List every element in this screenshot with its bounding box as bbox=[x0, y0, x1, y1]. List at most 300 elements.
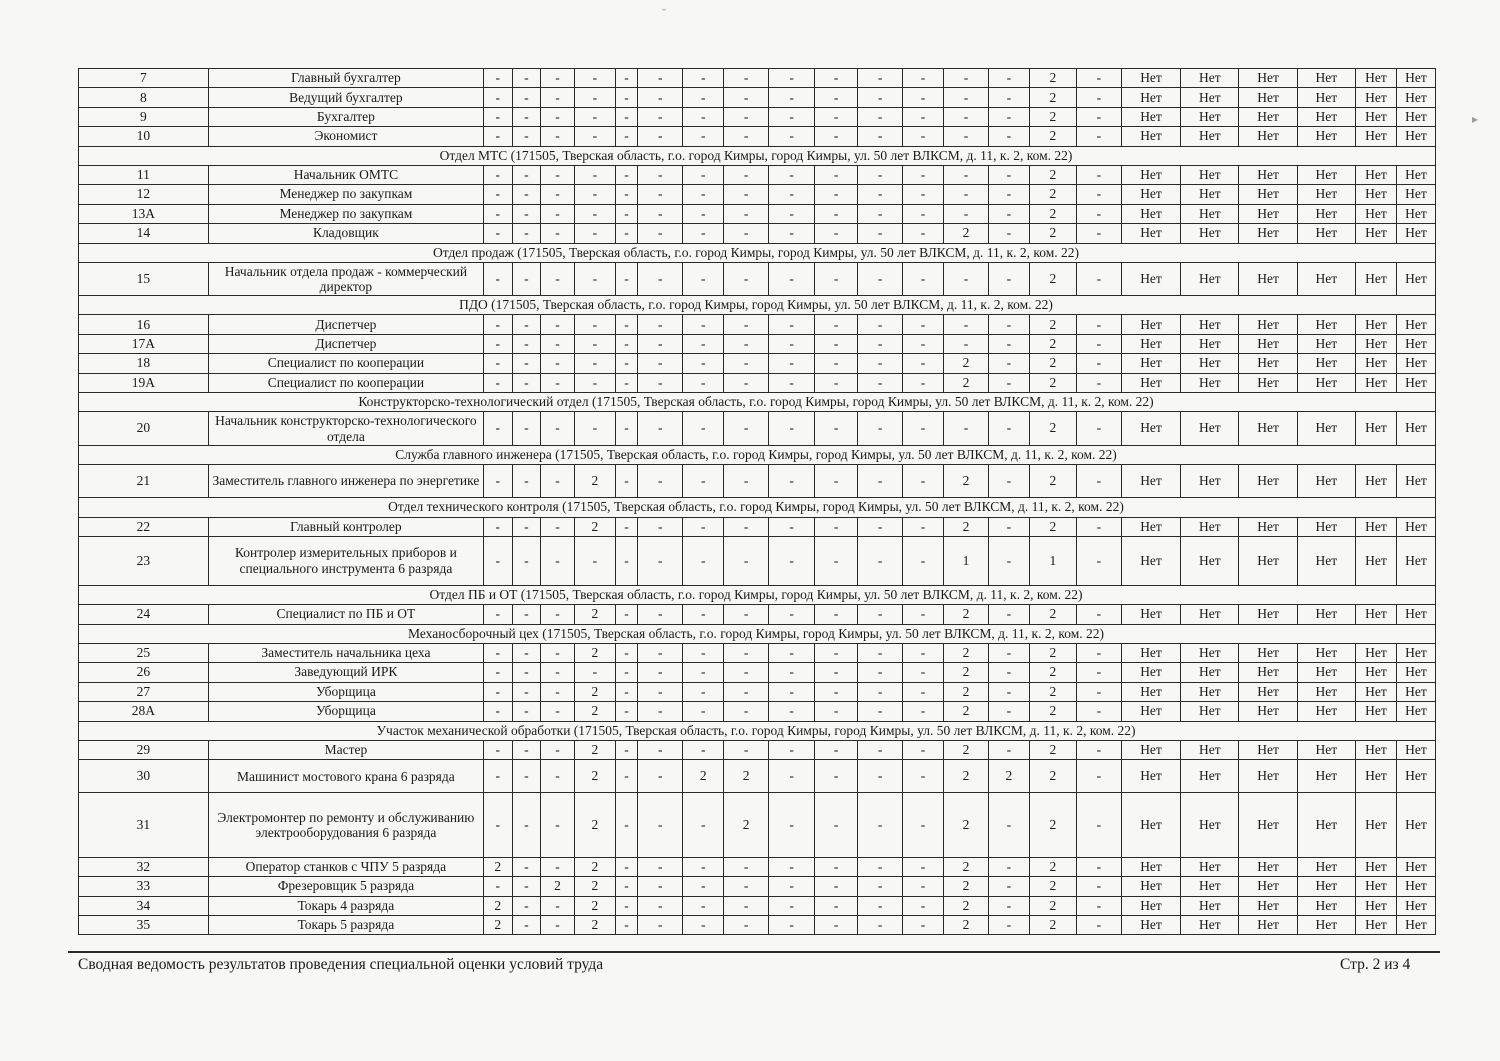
result-cell: Нет bbox=[1396, 88, 1435, 107]
section-cell bbox=[79, 445, 1436, 464]
factor-class-cell: - bbox=[815, 354, 858, 373]
result-cell: Нет bbox=[1121, 465, 1180, 498]
factor-class-cell: - bbox=[541, 663, 575, 682]
row-number: 33 bbox=[79, 877, 209, 896]
result-cell: Нет bbox=[1396, 740, 1435, 759]
factor-class-cell: 2 bbox=[483, 857, 512, 876]
job-title: Мастер bbox=[208, 740, 483, 759]
table-row bbox=[79, 702, 1436, 721]
result-cell: Нет bbox=[1239, 354, 1297, 373]
factor-class-cell: - bbox=[988, 412, 1029, 445]
result-cell: Нет bbox=[1396, 896, 1435, 915]
result-cell: Нет bbox=[1239, 262, 1297, 295]
factor-class-cell: - bbox=[769, 916, 815, 935]
factor-class-cell: - bbox=[615, 354, 637, 373]
table-row bbox=[79, 373, 1436, 392]
factor-class-cell: - bbox=[815, 760, 858, 793]
factor-class-cell: - bbox=[988, 877, 1029, 896]
factor-class-cell: 2 bbox=[574, 643, 615, 662]
factor-class-cell: 2 bbox=[1029, 760, 1076, 793]
result-cell: Нет bbox=[1297, 262, 1355, 295]
result-cell: Нет bbox=[1396, 224, 1435, 243]
factor-class-cell: - bbox=[483, 185, 512, 204]
factor-class-cell: - bbox=[541, 262, 575, 295]
result-cell: Нет bbox=[1356, 315, 1397, 334]
result-cell: Нет bbox=[1239, 702, 1297, 721]
result-cell: Нет bbox=[1181, 663, 1239, 682]
result-cell: Нет bbox=[1297, 663, 1355, 682]
factor-class-cell: - bbox=[512, 663, 541, 682]
factor-class-cell: 2 bbox=[1029, 740, 1076, 759]
factor-class-cell: - bbox=[512, 536, 541, 585]
factor-class-cell: - bbox=[769, 517, 815, 536]
factor-class-cell: 2 bbox=[943, 857, 988, 876]
result-cell: Нет bbox=[1297, 916, 1355, 935]
factor-class-cell: - bbox=[512, 354, 541, 373]
factor-class-cell: 2 bbox=[1029, 165, 1076, 184]
factor-class-cell: - bbox=[943, 334, 988, 353]
result-cell: Нет bbox=[1121, 373, 1180, 392]
factor-class-cell: - bbox=[483, 88, 512, 107]
factor-class-cell: - bbox=[541, 740, 575, 759]
factor-class-cell: - bbox=[815, 857, 858, 876]
factor-class-cell: - bbox=[574, 107, 615, 126]
result-cell: Нет bbox=[1181, 760, 1239, 793]
factor-class-cell: - bbox=[724, 643, 769, 662]
section-cell bbox=[79, 243, 1436, 262]
factor-class-cell: - bbox=[988, 682, 1029, 701]
result-cell: Нет bbox=[1297, 877, 1355, 896]
factor-class-cell: - bbox=[638, 643, 683, 662]
job-title: Экономист bbox=[208, 127, 483, 146]
factor-class-cell: - bbox=[769, 643, 815, 662]
factor-class-cell: 2 bbox=[1029, 702, 1076, 721]
factor-class-cell: 2 bbox=[943, 605, 988, 624]
result-cell: Нет bbox=[1181, 185, 1239, 204]
factor-class-cell: - bbox=[724, 877, 769, 896]
result-cell: Нет bbox=[1121, 165, 1180, 184]
factor-class-cell: - bbox=[858, 224, 903, 243]
job-title: Специалист по кооперации bbox=[208, 354, 483, 373]
factor-class-cell: - bbox=[724, 185, 769, 204]
factor-class-cell: - bbox=[615, 88, 637, 107]
result-cell: Нет bbox=[1121, 536, 1180, 585]
row-number: 32 bbox=[79, 857, 209, 876]
factor-class-cell: - bbox=[988, 224, 1029, 243]
factor-class-cell: - bbox=[638, 740, 683, 759]
result-cell: Нет bbox=[1356, 412, 1397, 445]
factor-class-cell: - bbox=[903, 204, 944, 223]
factor-class-cell: - bbox=[541, 69, 575, 88]
job-title: Бухгалтер bbox=[208, 107, 483, 126]
factor-class-cell: - bbox=[815, 412, 858, 445]
factor-class-cell: - bbox=[1076, 334, 1121, 353]
factor-class-cell: - bbox=[541, 536, 575, 585]
factor-class-cell: - bbox=[638, 793, 683, 857]
factor-class-cell: - bbox=[541, 916, 575, 935]
factor-class-cell: - bbox=[988, 793, 1029, 857]
section-title: Механосборочный цех (171505, Тверская область, г.о. город Кимры, город Кимры, ул. 50 лет ВЛКСМ, д. 11, к. 2, ком. 22) bbox=[408, 625, 1104, 641]
result-cell: Нет bbox=[1297, 605, 1355, 624]
table-row bbox=[79, 605, 1436, 624]
factor-class-cell: - bbox=[988, 702, 1029, 721]
result-cell: Нет bbox=[1297, 224, 1355, 243]
factor-class-cell: 2 bbox=[1029, 224, 1076, 243]
factor-class-cell: - bbox=[769, 465, 815, 498]
factor-class-cell: - bbox=[483, 643, 512, 662]
factor-class-cell: - bbox=[483, 517, 512, 536]
result-cell: Нет bbox=[1297, 412, 1355, 445]
result-cell: Нет bbox=[1396, 643, 1435, 662]
result-cell: Нет bbox=[1121, 517, 1180, 536]
factor-class-cell: 2 bbox=[1029, 682, 1076, 701]
table-row bbox=[79, 69, 1436, 88]
factor-class-cell: 2 bbox=[1029, 857, 1076, 876]
result-cell: Нет bbox=[1396, 760, 1435, 793]
factor-class-cell: 2 bbox=[1029, 896, 1076, 915]
result-cell: Нет bbox=[1356, 373, 1397, 392]
section-title: Конструкторско-технологический отдел (171505, Тверская область, г.о. город Кимры, город Кимры, ул. 50 лет ВЛКСМ, д. 11, к. 2, ком. 22) bbox=[358, 394, 1154, 410]
factor-class-cell: - bbox=[638, 354, 683, 373]
factor-class-cell: - bbox=[858, 760, 903, 793]
result-cell: Нет bbox=[1297, 465, 1355, 498]
factor-class-cell: 2 bbox=[724, 760, 769, 793]
factor-class-cell: - bbox=[541, 334, 575, 353]
factor-class-cell: - bbox=[988, 165, 1029, 184]
table-row bbox=[79, 165, 1436, 184]
factor-class-cell: - bbox=[574, 262, 615, 295]
row-number: 35 bbox=[79, 916, 209, 935]
factor-class-cell: - bbox=[683, 896, 724, 915]
factor-class-cell: - bbox=[1076, 88, 1121, 107]
factor-class-cell: - bbox=[512, 760, 541, 793]
factor-class-cell: - bbox=[683, 536, 724, 585]
factor-class-cell: - bbox=[638, 877, 683, 896]
result-cell: Нет bbox=[1356, 663, 1397, 682]
factor-class-cell: - bbox=[638, 896, 683, 915]
factor-class-cell: - bbox=[512, 412, 541, 445]
factor-class-cell: - bbox=[903, 315, 944, 334]
result-cell: Нет bbox=[1181, 740, 1239, 759]
table-row bbox=[79, 315, 1436, 334]
result-cell: Нет bbox=[1396, 204, 1435, 223]
factor-class-cell: 2 bbox=[943, 896, 988, 915]
section-title: Отдел технического контроля (171505, Тверская область, г.о. город Кимры, город Кимры, ул. 50 лет ВЛКСМ, д. 11, к. 2, ком. 22) bbox=[388, 499, 1124, 515]
factor-class-cell: 2 bbox=[943, 793, 988, 857]
result-cell: Нет bbox=[1181, 793, 1239, 857]
factor-class-cell: - bbox=[943, 127, 988, 146]
result-cell: Нет bbox=[1396, 334, 1435, 353]
factor-class-cell: - bbox=[858, 877, 903, 896]
factor-class-cell: - bbox=[724, 663, 769, 682]
factor-class-cell: - bbox=[512, 69, 541, 88]
result-cell: Нет bbox=[1356, 857, 1397, 876]
row-number: 7 bbox=[79, 69, 209, 88]
factor-class-cell: 2 bbox=[1029, 793, 1076, 857]
table-row bbox=[79, 877, 1436, 896]
factor-class-cell: - bbox=[988, 354, 1029, 373]
factor-class-cell: - bbox=[815, 536, 858, 585]
factor-class-cell: 2 bbox=[1029, 373, 1076, 392]
factor-class-cell: - bbox=[988, 536, 1029, 585]
factor-class-cell: - bbox=[512, 373, 541, 392]
result-cell: Нет bbox=[1121, 682, 1180, 701]
factor-class-cell: - bbox=[574, 354, 615, 373]
result-cell: Нет bbox=[1239, 517, 1297, 536]
table-row bbox=[79, 204, 1436, 223]
factor-class-cell: - bbox=[903, 262, 944, 295]
result-cell: Нет bbox=[1396, 127, 1435, 146]
factor-class-cell: - bbox=[724, 465, 769, 498]
factor-class-cell: - bbox=[1076, 165, 1121, 184]
result-cell: Нет bbox=[1239, 412, 1297, 445]
factor-class-cell: - bbox=[483, 69, 512, 88]
table-row bbox=[79, 224, 1436, 243]
factor-class-cell: 2 bbox=[943, 517, 988, 536]
section-row bbox=[79, 624, 1436, 643]
factor-class-cell: 2 bbox=[574, 605, 615, 624]
job-title: Токарь 4 разряда bbox=[208, 896, 483, 915]
factor-class-cell: - bbox=[943, 262, 988, 295]
factor-class-cell: - bbox=[615, 185, 637, 204]
factor-class-cell: - bbox=[615, 204, 637, 223]
factor-class-cell: - bbox=[988, 916, 1029, 935]
result-cell: Нет bbox=[1356, 185, 1397, 204]
factor-class-cell: 1 bbox=[1029, 536, 1076, 585]
factor-class-cell: - bbox=[724, 88, 769, 107]
result-cell: Нет bbox=[1297, 185, 1355, 204]
factor-class-cell: 2 bbox=[724, 793, 769, 857]
factor-class-cell: 2 bbox=[1029, 185, 1076, 204]
result-cell: Нет bbox=[1239, 663, 1297, 682]
result-cell: Нет bbox=[1181, 107, 1239, 126]
result-cell: Нет bbox=[1297, 643, 1355, 662]
result-cell: Нет bbox=[1239, 315, 1297, 334]
table-row bbox=[79, 916, 1436, 935]
result-cell: Нет bbox=[1297, 204, 1355, 223]
factor-class-cell: - bbox=[615, 224, 637, 243]
result-cell: Нет bbox=[1297, 536, 1355, 585]
factor-class-cell: - bbox=[769, 412, 815, 445]
job-title: Ведущий бухгалтер bbox=[208, 88, 483, 107]
factor-class-cell: - bbox=[769, 857, 815, 876]
result-cell: Нет bbox=[1239, 857, 1297, 876]
factor-class-cell: - bbox=[1076, 315, 1121, 334]
job-title: Заведующий ИРК bbox=[208, 663, 483, 682]
factor-class-cell: - bbox=[903, 896, 944, 915]
factor-class-cell: - bbox=[769, 605, 815, 624]
factor-class-cell: - bbox=[512, 185, 541, 204]
result-cell: Нет bbox=[1121, 643, 1180, 662]
factor-class-cell: - bbox=[683, 127, 724, 146]
factor-class-cell: - bbox=[541, 857, 575, 876]
factor-class-cell: - bbox=[483, 877, 512, 896]
factor-class-cell: - bbox=[988, 896, 1029, 915]
factor-class-cell: - bbox=[574, 315, 615, 334]
factor-class-cell: - bbox=[615, 793, 637, 857]
factor-class-cell: - bbox=[683, 517, 724, 536]
result-cell: Нет bbox=[1356, 877, 1397, 896]
factor-class-cell: - bbox=[815, 896, 858, 915]
factor-class-cell: 2 bbox=[574, 740, 615, 759]
factor-class-cell: - bbox=[1076, 107, 1121, 126]
result-cell: Нет bbox=[1181, 204, 1239, 223]
factor-class-cell: - bbox=[815, 315, 858, 334]
table-row bbox=[79, 682, 1436, 701]
factor-class-cell: - bbox=[815, 107, 858, 126]
factor-class-cell: - bbox=[724, 412, 769, 445]
factor-class-cell: - bbox=[903, 663, 944, 682]
row-number: 19А bbox=[79, 373, 209, 392]
factor-class-cell: - bbox=[724, 605, 769, 624]
factor-class-cell: - bbox=[858, 465, 903, 498]
factor-class-cell: - bbox=[483, 373, 512, 392]
result-cell: Нет bbox=[1181, 877, 1239, 896]
row-number: 27 bbox=[79, 682, 209, 701]
job-title: Заместитель начальника цеха bbox=[208, 643, 483, 662]
result-cell: Нет bbox=[1356, 517, 1397, 536]
factor-class-cell: 2 bbox=[1029, 663, 1076, 682]
factor-class-cell: - bbox=[1076, 793, 1121, 857]
factor-class-cell: - bbox=[815, 69, 858, 88]
result-cell: Нет bbox=[1121, 88, 1180, 107]
factor-class-cell: - bbox=[683, 605, 724, 624]
factor-class-cell: 2 bbox=[483, 916, 512, 935]
factor-class-cell: - bbox=[683, 69, 724, 88]
job-title: Специалист по кооперации bbox=[208, 373, 483, 392]
factor-class-cell: - bbox=[903, 536, 944, 585]
factor-class-cell: - bbox=[769, 69, 815, 88]
factor-class-cell: - bbox=[512, 682, 541, 701]
factor-class-cell: - bbox=[815, 334, 858, 353]
factor-class-cell: - bbox=[683, 315, 724, 334]
row-number: 34 bbox=[79, 896, 209, 915]
section-title: Отдел ПБ и ОТ (171505, Тверская область, г.о. город Кимры, город Кимры, ул. 50 лет ВЛКСМ, д. 11, к. 2, ком. 22) bbox=[429, 586, 1083, 602]
result-cell: Нет bbox=[1396, 682, 1435, 701]
row-number: 30 bbox=[79, 760, 209, 793]
section-cell bbox=[79, 498, 1436, 517]
result-cell: Нет bbox=[1297, 315, 1355, 334]
factor-class-cell: - bbox=[858, 107, 903, 126]
result-cell: Нет bbox=[1396, 793, 1435, 857]
result-cell: Нет bbox=[1181, 262, 1239, 295]
scan-speck: ▸ bbox=[1472, 112, 1479, 126]
factor-class-cell: - bbox=[615, 315, 637, 334]
factor-class-cell: - bbox=[683, 373, 724, 392]
factor-class-cell: - bbox=[988, 315, 1029, 334]
factor-class-cell: - bbox=[903, 760, 944, 793]
factor-class-cell: - bbox=[815, 88, 858, 107]
result-cell: Нет bbox=[1181, 896, 1239, 915]
factor-class-cell: - bbox=[683, 354, 724, 373]
row-number: 15 bbox=[79, 262, 209, 295]
factor-class-cell: - bbox=[574, 69, 615, 88]
factor-class-cell: - bbox=[769, 760, 815, 793]
factor-class-cell: - bbox=[483, 354, 512, 373]
result-cell: Нет bbox=[1297, 740, 1355, 759]
factor-class-cell: 2 bbox=[943, 465, 988, 498]
factor-class-cell: - bbox=[541, 204, 575, 223]
result-cell: Нет bbox=[1181, 682, 1239, 701]
factor-class-cell: - bbox=[815, 682, 858, 701]
factor-class-cell: - bbox=[1076, 682, 1121, 701]
result-cell: Нет bbox=[1181, 88, 1239, 107]
factor-class-cell: - bbox=[638, 165, 683, 184]
result-cell: Нет bbox=[1239, 760, 1297, 793]
factor-class-cell: - bbox=[615, 702, 637, 721]
factor-class-cell: 2 bbox=[943, 354, 988, 373]
job-title: Главный бухгалтер bbox=[208, 69, 483, 88]
table-row bbox=[79, 262, 1436, 295]
factor-class-cell: - bbox=[615, 760, 637, 793]
factor-class-cell: - bbox=[769, 663, 815, 682]
result-cell: Нет bbox=[1121, 793, 1180, 857]
result-cell: Нет bbox=[1181, 857, 1239, 876]
job-title: Электромонтер по ремонту и обслуживанию электрооборудования 6 разряда bbox=[208, 793, 483, 857]
factor-class-cell: - bbox=[988, 857, 1029, 876]
factor-class-cell: - bbox=[512, 702, 541, 721]
factor-class-cell: - bbox=[769, 877, 815, 896]
result-cell: Нет bbox=[1356, 740, 1397, 759]
factor-class-cell: - bbox=[1076, 465, 1121, 498]
factor-class-cell: - bbox=[858, 896, 903, 915]
result-cell: Нет bbox=[1356, 896, 1397, 915]
section-row bbox=[79, 393, 1436, 412]
result-cell: Нет bbox=[1356, 605, 1397, 624]
result-cell: Нет bbox=[1239, 682, 1297, 701]
result-cell: Нет bbox=[1181, 373, 1239, 392]
table-row bbox=[79, 412, 1436, 445]
factor-class-cell: - bbox=[574, 185, 615, 204]
factor-class-cell: - bbox=[638, 682, 683, 701]
factor-class-cell: - bbox=[815, 224, 858, 243]
row-number: 16 bbox=[79, 315, 209, 334]
factor-class-cell: - bbox=[615, 740, 637, 759]
factor-class-cell: - bbox=[638, 702, 683, 721]
result-cell: Нет bbox=[1297, 793, 1355, 857]
factor-class-cell: 2 bbox=[683, 760, 724, 793]
factor-class-cell: - bbox=[615, 334, 637, 353]
result-cell: Нет bbox=[1396, 412, 1435, 445]
factor-class-cell: - bbox=[769, 262, 815, 295]
result-cell: Нет bbox=[1239, 334, 1297, 353]
factor-class-cell: 2 bbox=[1029, 916, 1076, 935]
factor-class-cell: 2 bbox=[943, 224, 988, 243]
table-row bbox=[79, 465, 1436, 498]
factor-class-cell: - bbox=[1076, 877, 1121, 896]
factor-class-cell: - bbox=[512, 896, 541, 915]
factor-class-cell: - bbox=[943, 88, 988, 107]
result-cell: Нет bbox=[1356, 682, 1397, 701]
factor-class-cell: - bbox=[988, 334, 1029, 353]
result-cell: Нет bbox=[1396, 354, 1435, 373]
table-row bbox=[79, 896, 1436, 915]
factor-class-cell: - bbox=[483, 682, 512, 701]
factor-class-cell: - bbox=[1076, 517, 1121, 536]
factor-class-cell: - bbox=[769, 740, 815, 759]
factor-class-cell: - bbox=[858, 88, 903, 107]
result-cell: Нет bbox=[1396, 465, 1435, 498]
job-title: Начальник ОМТС bbox=[208, 165, 483, 184]
result-cell: Нет bbox=[1396, 107, 1435, 126]
factor-class-cell: - bbox=[724, 127, 769, 146]
factor-class-cell: - bbox=[724, 354, 769, 373]
factor-class-cell: - bbox=[483, 605, 512, 624]
result-cell: Нет bbox=[1181, 702, 1239, 721]
section-row bbox=[79, 498, 1436, 517]
result-cell: Нет bbox=[1396, 315, 1435, 334]
factor-class-cell: - bbox=[858, 702, 903, 721]
